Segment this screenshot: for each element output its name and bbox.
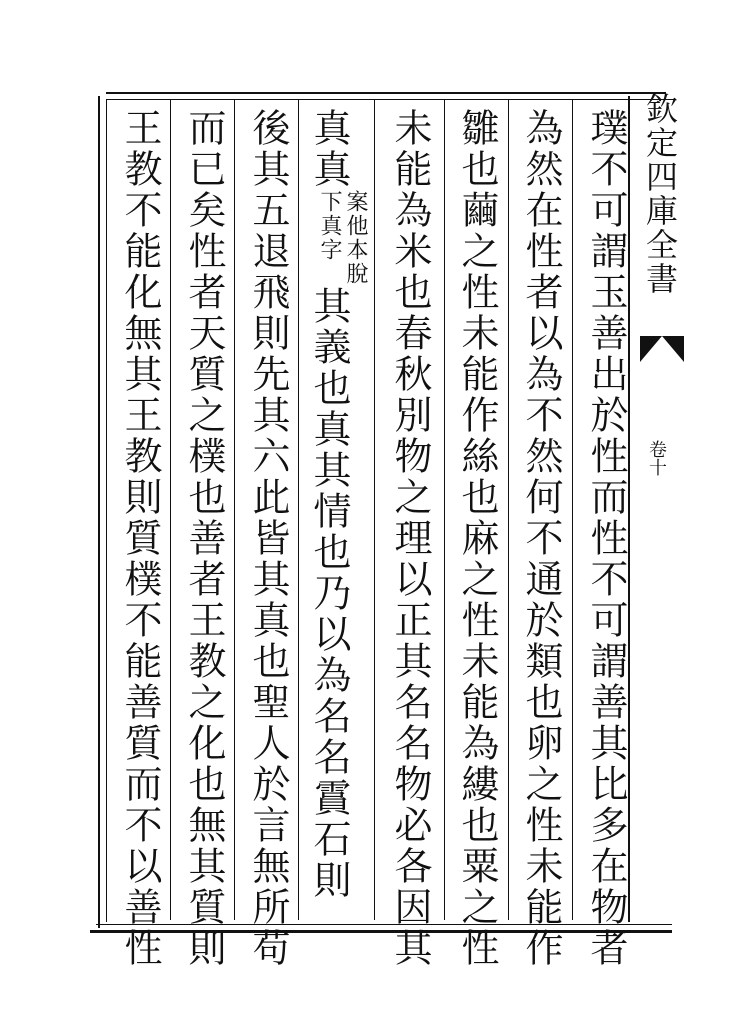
column-text: 璞不可謂玉善出於性而性不可謂善其比多在物者 [584,108,628,969]
fishtail-mark [640,336,684,362]
book-title: 欽定四庫全書 [641,92,679,296]
column-text: 王教不能化無其王教則質樸不能善質而不以善性 [118,108,162,969]
left-border-outer [98,96,100,928]
text-column-8 [114,108,166,969]
text-column-7 [178,108,230,969]
column-divider [508,100,509,920]
column-divider [234,100,235,920]
note-line: 下真字 [317,190,342,262]
column-text: 未能為米也春秋別物之理以正其名名物必各因其 [388,108,432,969]
column-text: 而已矣性者天質之樸也善者王教之化也無其質則 [182,108,226,969]
column-divider [298,100,299,920]
note-line: 案他本脫 [343,190,368,286]
interlinear-note [316,190,368,286]
column-text: 為然在性者以為不然何不通於類也卵之性未能作 [519,108,563,969]
column-text: 其義也真其情也乃以為名名霣石則 [307,286,351,901]
column-divider [170,100,171,920]
text-column-1 [580,108,632,969]
column-divider [374,100,375,920]
column-text: 後其五退飛則先其六此皆其真也聖人於言無所苟 [246,108,290,969]
column-text: 雛也繭之性未能作絲也麻之性未能為縷也粟之性 [455,108,499,969]
column-divider [572,100,573,920]
left-border-inner [106,100,107,922]
column-divider [444,100,445,920]
text-column-6 [242,108,294,969]
text-column-2 [515,108,567,969]
text-column-3 [451,108,503,969]
top-border-inner [106,99,666,100]
top-border-outer [106,92,666,94]
column-text: 真真 [307,108,351,190]
text-column-5 [306,108,368,901]
volume-label: 卷十 [646,440,667,476]
text-column-4 [384,108,436,969]
